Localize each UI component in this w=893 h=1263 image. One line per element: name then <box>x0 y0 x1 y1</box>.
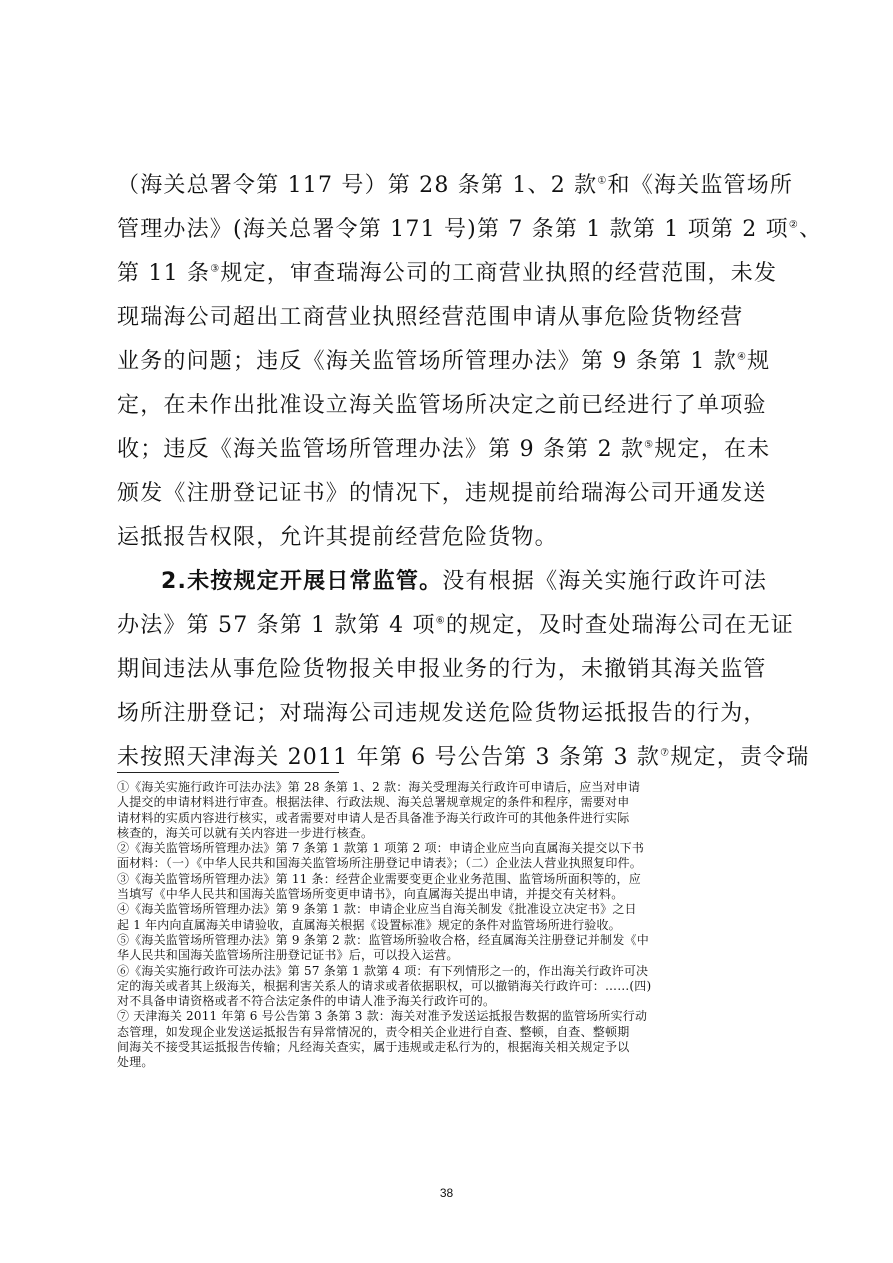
text-run: 规定，在未 <box>654 437 771 462</box>
text-line: 现瑞海公司超出工商营业执照经营范围申请从事危险货物经营 <box>117 305 744 330</box>
footnote-line: ④《海关监管场所管理办法》第 9 条第 1 款：申请企业应当自海关制发《批准设立决定书》之日 <box>117 902 637 917</box>
text-line: 运抵报告权限，允许其提前经营危险货物。 <box>117 525 558 550</box>
text-line: 场所注册登记；对瑞海公司违规发送危险货物运抵报告的行为， <box>117 701 767 726</box>
footnote-line: 请材料的实质内容进行核实，或者需要对申请人是否具备准予海关行政许可的其他条件进行实际 <box>117 810 630 825</box>
body-text <box>117 164 823 780</box>
text-run: 收；违反《海关监管场所管理办法》第 9 条第 2 款 <box>117 437 645 462</box>
footnote-line: 定的海关或者其上级海关，根据利害关系人的请求或者依据职权，可以撤销海关行政许可：……(四) <box>117 978 652 993</box>
footnote-ref-5[interactable]: ⑤ <box>644 439 655 451</box>
text-line <box>117 340 779 384</box>
footnote-line: 态管理，如发现企业发送运抵报告有异常情况的，责令相关企业进行自查、整顿，自查、整顿期 <box>117 1024 630 1039</box>
text-run: 规 <box>747 349 771 374</box>
footnote-ref-7[interactable]: ⑦ <box>660 747 671 759</box>
text-line: 定，在未作出批准设立海关监管场所决定之前已经进行了单项验 <box>117 393 767 418</box>
footnote-ref-4[interactable]: ④ <box>736 351 748 363</box>
text-line <box>117 428 779 472</box>
text-line: 期间违法从事危险货物报关申报业务的行为，未撤销其海关监管 <box>117 657 767 682</box>
footnote-ref-2[interactable]: ② <box>788 219 800 231</box>
footnote-line: ⑥《海关实施行政许可法办法》第 57 条第 1 款第 4 项：有下列情形之一的，作出海关行政许可决 <box>117 963 649 978</box>
text-line <box>117 208 823 252</box>
text-run: 办法》第 57 条第 1 款第 4 项 <box>117 613 436 638</box>
footnote-line: ②《海关监管场所管理办法》第 7 条第 1 款第 1 项第 2 项：申请企业应当向直属海关提交以下书 <box>117 841 645 856</box>
text-run: 未按照天津海关 2011 年第 6 号公告第 3 条第 3 款 <box>117 745 661 770</box>
footnote-line: 处理。 <box>117 1055 154 1070</box>
footnote-ref-6[interactable]: ⑥ <box>435 615 446 627</box>
text-run: 的规定，及时查处瑞海公司在无证 <box>445 613 794 638</box>
section-heading: 2.未按规定开展日常监管。 <box>161 569 443 594</box>
text-line <box>117 604 794 648</box>
footnote-line: 核查的，海关可以就有关内容进一步进行核查。 <box>117 825 374 840</box>
footnote-line: ③《海关监管场所管理办法》第 11 条：经营企业需要变更企业业务范围、监管场所面积等的，应 <box>117 871 641 886</box>
text-run: 和《海关监管场所 <box>607 173 794 198</box>
footnote-separator <box>117 772 339 773</box>
footnote-line: ①《海关实施行政许可法办法》第 28 条第 1、2 款：海关受理海关行政许可申请后，应当对申请 <box>117 780 641 794</box>
footnotes <box>117 780 779 1071</box>
text-run: 规定，审查瑞海公司的工商营业执照的经营范围，未发 <box>220 261 778 286</box>
page-number: 38 <box>439 1186 454 1200</box>
text-line <box>117 164 794 208</box>
text-run: 规定，责令瑞 <box>670 745 810 770</box>
text-run: 管理办法》(海关总署令第 171 号)第 7 条第 1 款第 1 项第 2 项 <box>117 217 789 242</box>
text-line: 颁发《注册登记证书》的情况下，违规提前给瑞海公司开通发送 <box>117 481 767 506</box>
footnote-line: ⑤《海关监管场所管理办法》第 9 条第 2 款：监管场所验收合格，经直属海关注册登记并制发《中 <box>117 932 649 947</box>
footnote-line: ⑦ 天津海关 2011 年第 6 号公告第 3 条第 3 款：海关对准予发送运抵报告数据的监管场所实行动 <box>117 1009 648 1024</box>
footnote-line: 当填写《中华人民共和国海关监管场所变更申请书》，向直属海关提出申请，并提交有关材料。 <box>117 887 624 902</box>
text-line <box>117 252 779 296</box>
footnote-line: 面材料：（一）《中华人民共和国海关监管场所注册登记申请表》；（二）企业法人营业执照复印件。 <box>117 856 643 871</box>
text-line <box>117 736 810 780</box>
text-run: 没有根据《海关实施行政许可法 <box>442 569 768 594</box>
footnote-line: 间海关不接受其运抵报告传输；凡经海关查实，属于违规或走私行为的，根据海关相关规定予以 <box>117 1040 630 1055</box>
footnote-ref-3[interactable]: ③ <box>210 263 221 275</box>
footnote-line: 人提交的申请材料进行审查。根据法律、行政法规、海关总署规章规定的条件和程序，需要对申 <box>117 795 630 810</box>
text-run: 、 <box>799 217 823 242</box>
footnote-line: 华人民共和国海关监管场所注册登记证书》后，可以投入运营。 <box>117 948 459 963</box>
footnote-line: 对不具备申请资格或者不符合法定条件的申请人准予海关行政许可的。 <box>117 994 496 1009</box>
footnote-ref-1[interactable]: ① <box>597 175 608 187</box>
text-line <box>117 560 779 604</box>
text-run: （海关总署令第 117 号）第 28 条第 1、2 款 <box>117 173 598 198</box>
footnote-line: 起 1 年内向直属海关申请验收，直属海关根据《设置标准》规定的条件对监管场所进行验收。 <box>117 917 621 932</box>
text-run: 第 11 条 <box>117 261 211 286</box>
text-run: 业务的问题；违反《海关监管场所管理办法》第 9 条第 1 款 <box>117 349 737 374</box>
